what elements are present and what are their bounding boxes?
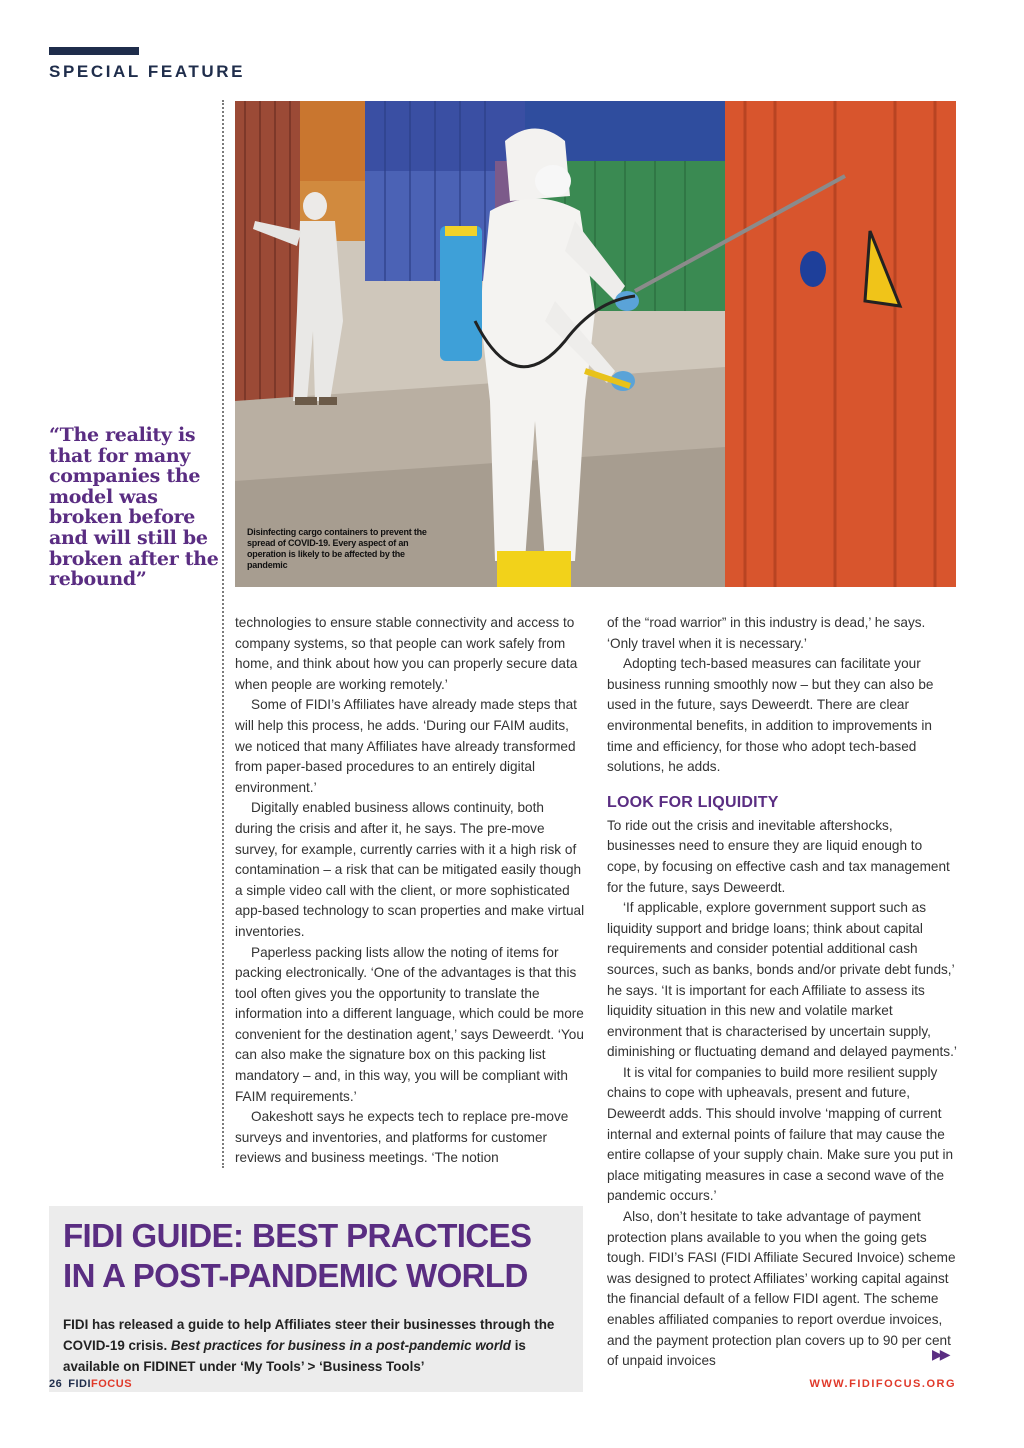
article-column-1 [235, 613, 585, 1169]
paragraph: It is vital for companies to build more resilient supply chains to cope with upheavals, present and future, Deweerdt adds. This should involve ‘mapping of current internal and external points of failure that may cause the entire collapse of your supply chain. Make sure you put in place mitigating measures in case a second wave of the pandemic occurs.’ [607, 1064, 954, 1204]
paragraph: Some of FIDI’s Affiliates have already made steps that will help this process, he adds. ‘During our FAIM audits, we noticed that many Affiliates have already transformed from paper-based procedures to an entirely digital environment.’ [235, 697, 577, 795]
paragraph: Digitally enabled business allows continuity, both during the crisis and after it, he says. The pre-move survey, for example, currently carries with it a high risk of contamination – a risk that can be mitigated easily though a simple video call with the client, or more sophisticated app-based technology to scan properties and make virtual inventories. [235, 800, 585, 939]
guide-box [49, 1206, 583, 1392]
paragraph: Also, don’t hesitate to take advantage of payment protection plans available to you when the going gets tough. FIDI’s FASI (FIDI Affiliate Secured Invoice) scheme was designed to protect Affiliates’ working capital against the financial default of a fellow FIDI agent. The scheme enables affiliated companies to report overdue invoices, and the payment protection plan covers up to 90 per cent of unpaid invoices [607, 1209, 956, 1369]
photo-caption: Disinfecting cargo containers to prevent the spread of COVID-19. Every aspect of an operation is likely to be affected by the pandemic [247, 527, 427, 570]
continue-arrow-icon: ▶▶ [932, 1346, 948, 1362]
guide-text-intro: FIDI has released a guide to help Affiliates steer their businesses through the COVID-19 crisis. [63, 1317, 555, 1353]
guide-title-italic: Best practices for business in a post-pandemic world [170, 1338, 511, 1353]
brand-logo: FIDIFOCUS [68, 1378, 133, 1390]
guide-text-location: is available on FIDINET under ‘My Tools’ > ‘Business Tools’ [63, 1338, 526, 1374]
article-column-2 [607, 613, 957, 1372]
guide-text [63, 1314, 573, 1377]
paragraph: Oakeshott says he expects tech to replace pre-move surveys and inventories, and platforms for customer reviews and business meetings. ‘The notion [235, 1109, 569, 1166]
pull-quote: “The reality is that for many companies the model was broken before and will still be broken after the rebound” [49, 424, 219, 591]
column-divider [222, 100, 224, 1168]
paragraph: ‘If applicable, explore government support such as liquidity support and bridge loans; think about capital requirements and consider potential additional cash sources, such as banks, bonds and/or private debt funds,’ he says. ‘It is important for each Affiliate to assess its liquidity situation in this new and volatile market environment that is characterised by uncertain supply, diminishing or fluctuating demand and delayed payments.’ [607, 900, 957, 1060]
paragraph: To ride out the crisis and inevitable aftershocks, businesses need to ensure they are liquid enough to cope, by focusing on effective cash and tax management for the future, says Deweerdt. [607, 817, 950, 895]
section-label: SPECIAL FEATURE [49, 62, 246, 81]
subheading: LOOK FOR LIQUIDITY [607, 793, 779, 811]
footer-page-info [49, 1378, 132, 1390]
header-rule [49, 47, 139, 55]
paragraph: Adopting tech-based measures can facilitate your business running smoothly now – but they can also be used in the future, says Deweerdt. There are clear environmental benefits, in addition to improvements in time and efficiency, for those who adopt tech-based solutions, he adds. [607, 656, 934, 775]
disinfecting-containers-photo [235, 101, 956, 587]
paragraph: of the “road warrior” in this industry is dead,’ he says. ‘Only travel when it is necessary.’ [607, 615, 926, 651]
footer-website: WWW.FIDIFOCUS.ORG [809, 1378, 956, 1390]
guide-title: FIDI GUIDE: BEST PRACTICES IN A POST-PANDEMIC WORLD [63, 1217, 532, 1294]
paragraph: Paperless packing lists allow the noting of items for packing electronically. ‘One of the advantages is that this tool often gives you the opportunity to translate the information into a different language, which could be more convenient for the destination agent,’ says Deweerdt. ‘You can also make the signature box on this packing list mandatory – and, in this way, you will be compliant with FAIM requirements.’ [235, 944, 584, 1104]
paragraph: technologies to ensure stable connectivity and access to company systems, so that people can work safely from home, and think about how you can properly secure data when people are working remotely.’ [235, 615, 578, 692]
page-number: 26 [49, 1378, 63, 1390]
